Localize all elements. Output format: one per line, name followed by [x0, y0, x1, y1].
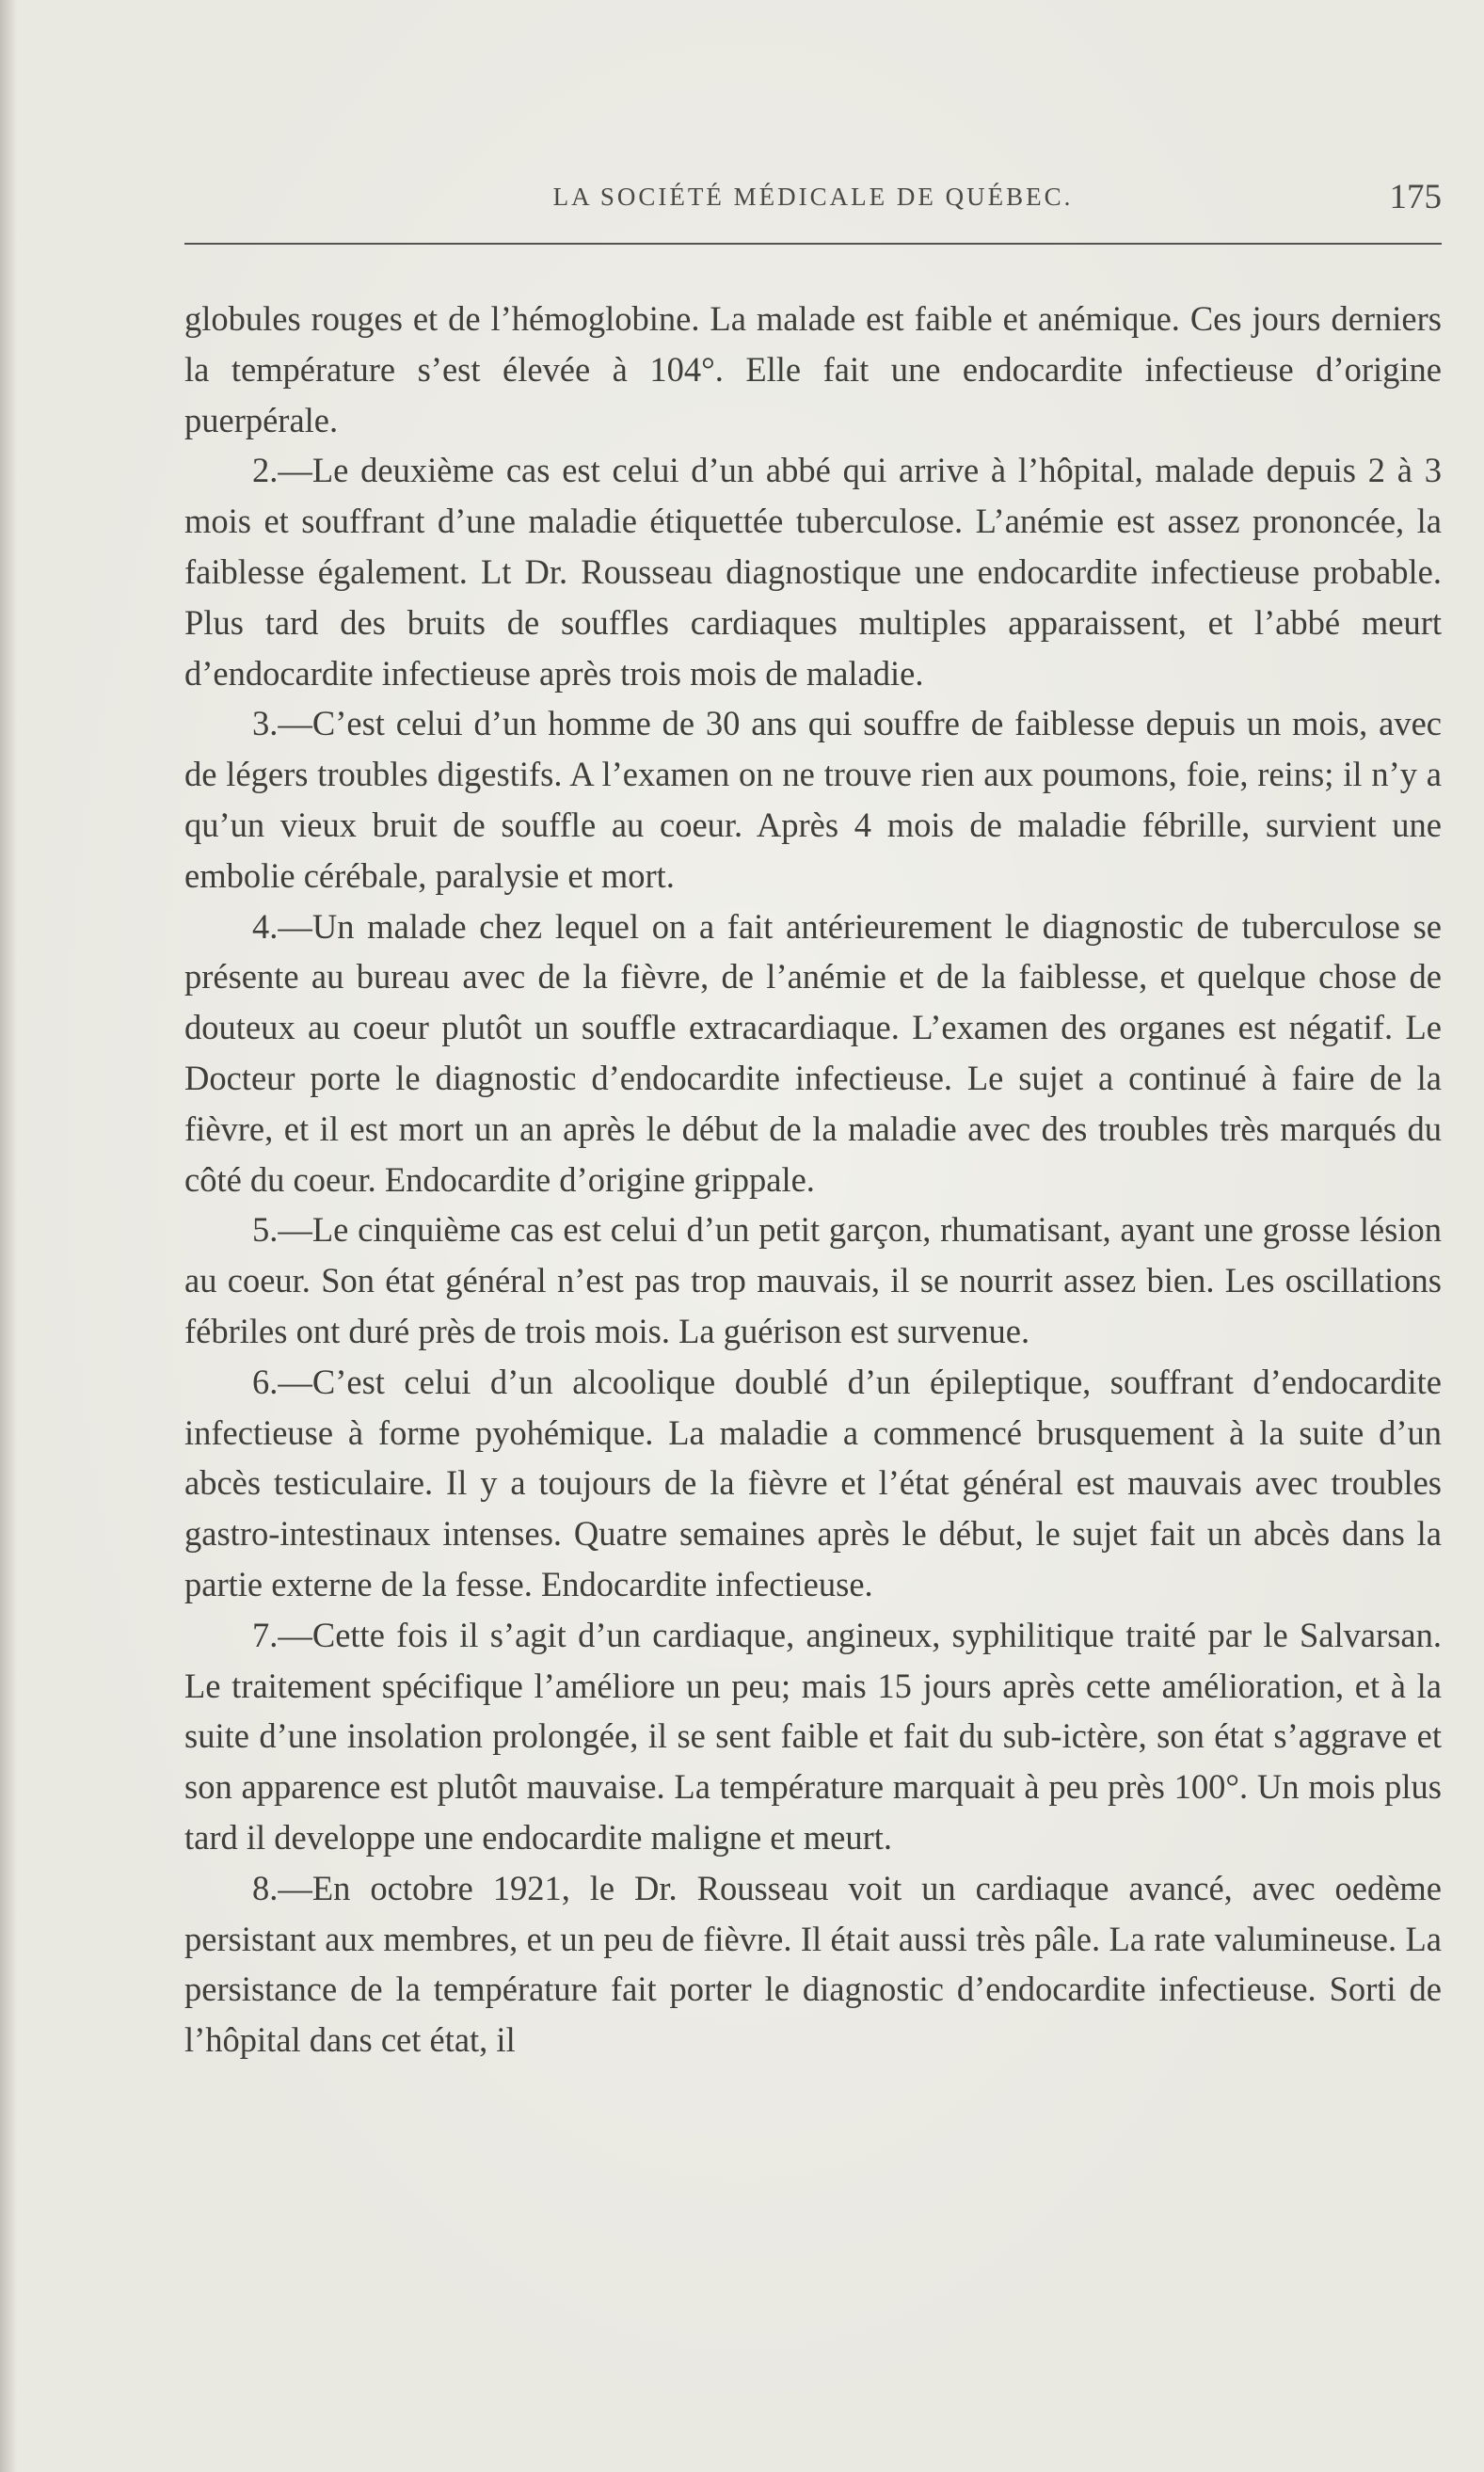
paragraph-case-7: 7.—Cette fois il s’agit d’un cardiaque, angineux, syphilitique traité par le Salvarsan. Le traitement spécifique l’améliore un peu; mais 15 jours après cette amélioration, et à la suite d’une insolation prolongée, il se sent faible et fait du sub-ictère, son état s’aggrave et son apparence est plutôt mauvaise. La température marquait à peu près 100°. Un mois plus tard il developpe une endocardite maligne et meurt. [184, 1615, 1442, 1857]
page-gutter-shadow [0, 0, 17, 2472]
body-text [184, 294, 1442, 2065]
page-number: 175 [1389, 178, 1442, 216]
paragraph-case-6: 6.—C’est celui d’un alcoolique doublé d’un épileptique, souffrant d’endocardite infectieuse à forme pyohémique. La maladie a commencé brusquement à la suite d’un abcès testiculaire. Il y a toujours de la fièvre et l’état général est mauvais avec troubles gastro-intestinaux intenses. Quatre semaines après le début, le sujet fait un abcès dans la partie externe de la fesse. Endocardite infectieuse. [184, 1362, 1442, 1603]
header-rule [184, 243, 1442, 245]
running-title: LA SOCIÉTÉ MÉDICALE DE QUÉBEC. [552, 183, 1074, 211]
paragraph-case-3: 3.—C’est celui d’un homme de 30 ans qui souffre de faiblesse depuis un mois, avec de légers troubles digestifs. A l’examen on ne trouve rien aux poumons, foie, reins; il n’y a qu’un vieux bruit de souffle au coeur. Après 4 mois de maladie fébrille, survient une embolie cérébale, paralysie et mort. [184, 704, 1442, 895]
page-header [184, 177, 1442, 215]
paragraph-case-5: 5.—Le cinquième cas est celui d’un petit garçon, rhumatisant, ayant une grosse lésion au coeur. Son état général n’est pas trop mauvais, il se nourrit assez bien. Les oscillations fébriles ont duré près de trois mois. La guérison est survenue. [184, 1210, 1442, 1350]
paragraph-case-4: 4.—Un malade chez lequel on a fait antérieurement le diagnostic de tuberculose se présente au bureau avec de la fièvre, de l’anémie et de la faiblesse, et quelque chose de douteux au coeur plutôt un souffle extracardiaque. L’examen des organes est négatif. Le Docteur porte le diagnostic d’endocardite infectieuse. Le sujet a continué à faire de la fièvre, et il est mort un an après le début de la maladie avec des troubles très marqués du côté du coeur. Endocardite d’origine grippale. [184, 906, 1442, 1199]
paragraph-continuation: globules rouges et de l’hémoglobine. La malade est faible et anémique. Ces jours derniers la température s’est élevée à 104°. Elle fait une endocardite infectieuse d’origine puerpérale. [184, 299, 1442, 439]
paragraph-case-8: 8.—En octobre 1921, le Dr. Rousseau voit un cardiaque avancé, avec oedème persistant aux membres, et un peu de fièvre. Il était aussi très pâle. La rate valumineuse. La persistance de la température fait porter le diagnostic d’endocardite infectieuse. Sorti de l’hôpital dans cet état, il [184, 1868, 1442, 2060]
paragraph-case-2: 2.—Le deuxième cas est celui d’un abbé qui arrive à l’hôpital, malade depuis 2 à 3 mois et souffrant d’une maladie étiquettée tuberculose. L’anémie est assez prononcée, la faiblesse également. Lt Dr. Rousseau diagnostique une endocardite infectieuse probable. Plus tard des bruits de souffles cardiaques multiples apparaissent, et l’abbé meurt d’endocardite infectieuse après trois mois de maladie. [184, 451, 1442, 693]
